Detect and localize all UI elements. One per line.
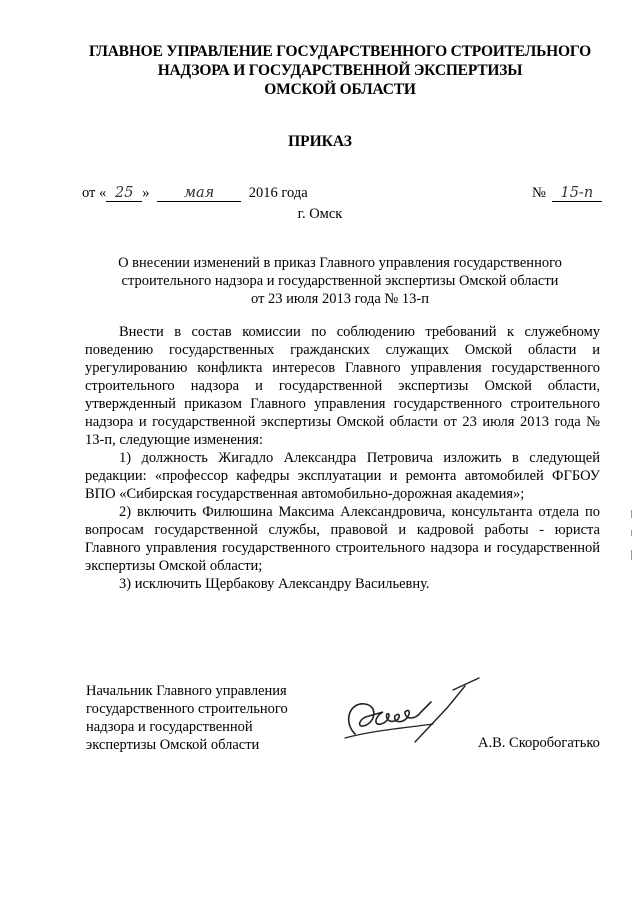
signatory-title-line-1: Начальник Главного управления	[86, 683, 287, 699]
order-date	[82, 185, 308, 202]
body-item-1: 1) должность Жигадло Александра Петровича изложить в следующей редакции: «профессор кафедры эксплуатации и ремонта автомобилей ФГБОУ ВПО «Сибирская государственная автомобильно-дорожная академия»;	[85, 450, 600, 502]
date-day-handwritten: 25	[106, 185, 142, 202]
organization-header	[40, 42, 640, 99]
header-line-2: НАДЗОРА И ГОСУДАРСТВЕННОЙ ЭКСПЕРТИЗЫ	[157, 62, 523, 79]
body-intro-paragraph: Внести в состав комиссии по соблюдению требований к служебному поведению государственных гражданских служащих Омской области и урегулированию конфликта интересов Главного управления государственного строительного надзора и государственной экспертизы Омской области, утвержденный приказом Главного управления государственного строительного надзора и государственной экспертизы Омской области от 23 июля 2013 года № 13-п, следующие изменения:	[85, 324, 600, 448]
handwritten-signature	[335, 672, 485, 752]
subject-line-3: от 23 июля 2013 года № 13-п	[251, 291, 429, 307]
signatory-title-line-3: надзора и государственной	[86, 719, 253, 735]
header-line-1: ГЛАВНОЕ УПРАВЛЕНИЕ ГОСУДАРСТВЕННОГО СТРОИТЕЛЬНОГО	[89, 43, 591, 60]
signatory-name: А.В. Скоробогатько	[478, 735, 600, 751]
order-number	[532, 185, 602, 202]
scan-edge-mark	[630, 510, 634, 570]
signatory-title-line-4: экспертизы Омской области	[86, 737, 260, 753]
date-year: 2016 года	[248, 185, 308, 201]
body-item-2: 2) включить Филюшина Максима Александровича, консультанта отдела по вопросам государственной службы, правовой и кадровой работы - юриста Главного управления государственного строительного надзора и государственной экспертизы Омской области;	[85, 504, 600, 574]
date-prefix: от «	[82, 185, 107, 201]
signatory-title-line-2: государственного строительного	[86, 701, 288, 717]
body-item-3: 3) исключить Щербакову Александру Васильевну.	[119, 576, 430, 592]
subject-line-2: строительного надзора и государственной экспертизы Омской области	[121, 273, 559, 289]
order-subject	[90, 254, 590, 308]
date-mid: »	[142, 185, 150, 201]
order-body	[85, 323, 600, 593]
order-title: ПРИКАЗ	[288, 133, 352, 150]
order-number-label: №	[532, 185, 546, 201]
date-month-handwritten: мая	[157, 185, 241, 202]
order-number-handwritten: 15-п	[552, 185, 602, 202]
header-line-3: ОМСКОЙ ОБЛАСТИ	[264, 81, 416, 98]
subject-line-1: О внесении изменений в приказ Главного управления государственного	[118, 255, 562, 271]
signatory-title	[86, 682, 316, 754]
city: г. Омск	[297, 206, 343, 222]
